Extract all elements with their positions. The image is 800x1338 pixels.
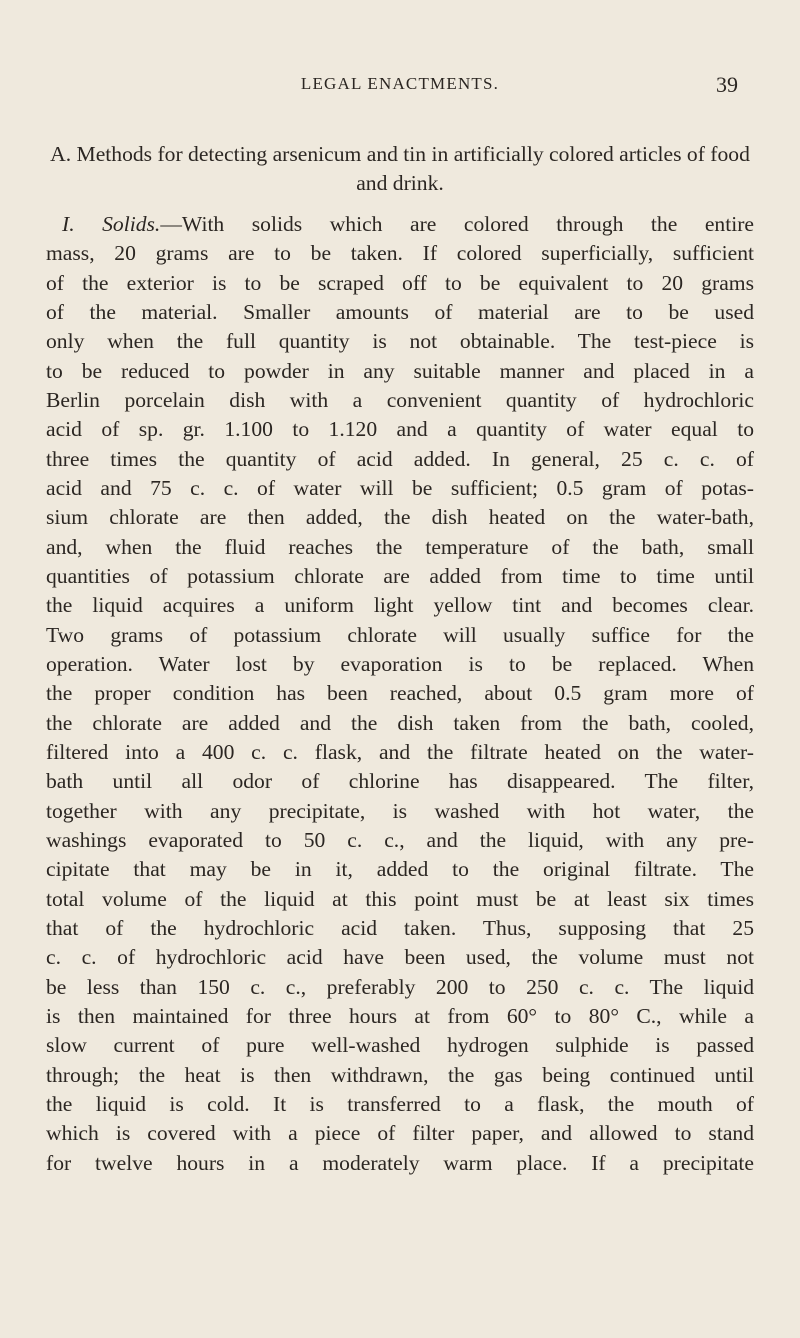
text-line: for twelve hours in a moderately warm place. If a precipitate: [46, 1150, 754, 1175]
text-line: the liquid is cold. It is transferred to a flask, the mouth of: [46, 1091, 754, 1116]
text-line: and, when the fluid reaches the temperature of the bath, small: [46, 534, 754, 559]
text-line: operation. Water lost by evaporation is to be replaced. When: [46, 651, 754, 676]
text-line: the proper condition has been reached, about 0.5 gram more of: [46, 681, 754, 706]
text-line: to be reduced to powder in any suitable manner and placed in a: [46, 358, 754, 383]
text-line: acid of sp. gr. 1.100 to 1.120 and a quantity of water equal to: [46, 417, 754, 442]
text-line: c. c. of hydrochloric acid have been used, the volume must not: [46, 945, 754, 970]
text-line: is then maintained for three hours at from 60° to 80° C., while a: [46, 1003, 754, 1028]
text-line: only when the full quantity is not obtainable. The test-piece is: [46, 329, 754, 354]
text-line: sium chlorate are then added, the dish heated on the water-bath,: [46, 505, 754, 530]
text-line: mass, 20 grams are to be taken. If colored superficially, sufficient: [46, 241, 754, 266]
subsection-label: I. Solids.: [62, 212, 161, 236]
text-line: of the exterior is to be scraped off to be equivalent to 20 grams: [46, 270, 754, 295]
text-line: I. Solids.—With solids which are colored through the entire: [62, 212, 754, 236]
body-paragraph: [46, 210, 754, 1178]
text-line: acid and 75 c. c. of water will be sufficient; 0.5 gram of potas-: [46, 475, 754, 500]
text-line: of the material. Smaller amounts of material are to be used: [46, 299, 754, 324]
text-line: which is covered with a piece of filter paper, and allowed to stand: [46, 1121, 754, 1146]
text-line: quantities of potassium chlorate are added from time to time until: [46, 563, 754, 588]
text-line: that of the hydrochloric acid taken. Thus, supposing that 25: [46, 915, 754, 940]
running-title: LEGAL ENACTMENTS.: [300, 74, 500, 93]
text-line: together with any precipitate, is washed with hot water, the: [46, 798, 754, 823]
section-heading: A. Methods for detecting arsenicum and tin in artificially colored articles of food and drink.: [50, 142, 750, 195]
text-line: through; the heat is then withdrawn, the gas being continued until: [46, 1062, 754, 1087]
text-line: bath until all odor of chlorine has disappeared. The filter,: [46, 769, 754, 794]
text-line: be less than 150 c. c., preferably 200 to 250 c. c. The liquid: [46, 974, 754, 999]
text-line: total volume of the liquid at this point must be at least six times: [46, 886, 754, 911]
text-line: Berlin porcelain dish with a convenient quantity of hydrochloric: [46, 387, 754, 412]
text-line: slow current of pure well-washed hydrogen sulphide is passed: [46, 1033, 754, 1058]
text-line: Two grams of potassium chlorate will usually suffice for the: [46, 622, 754, 647]
page-number: 39: [716, 72, 738, 97]
text-line: washings evaporated to 50 c. c., and the liquid, with any pre-: [46, 827, 754, 852]
text-line: cipitate that may be in it, added to the original filtrate. The: [46, 857, 754, 882]
text-line: filtered into a 400 c. c. flask, and the filtrate heated on the water-: [46, 739, 754, 764]
text-line: the chlorate are added and the dish taken from the bath, cooled,: [46, 710, 754, 735]
text-line: three times the quantity of acid added. In general, 25 c. c. of: [46, 446, 754, 471]
running-header: [0, 72, 800, 102]
text-line: the liquid acquires a uniform light yellow tint and becomes clear.: [46, 593, 754, 618]
